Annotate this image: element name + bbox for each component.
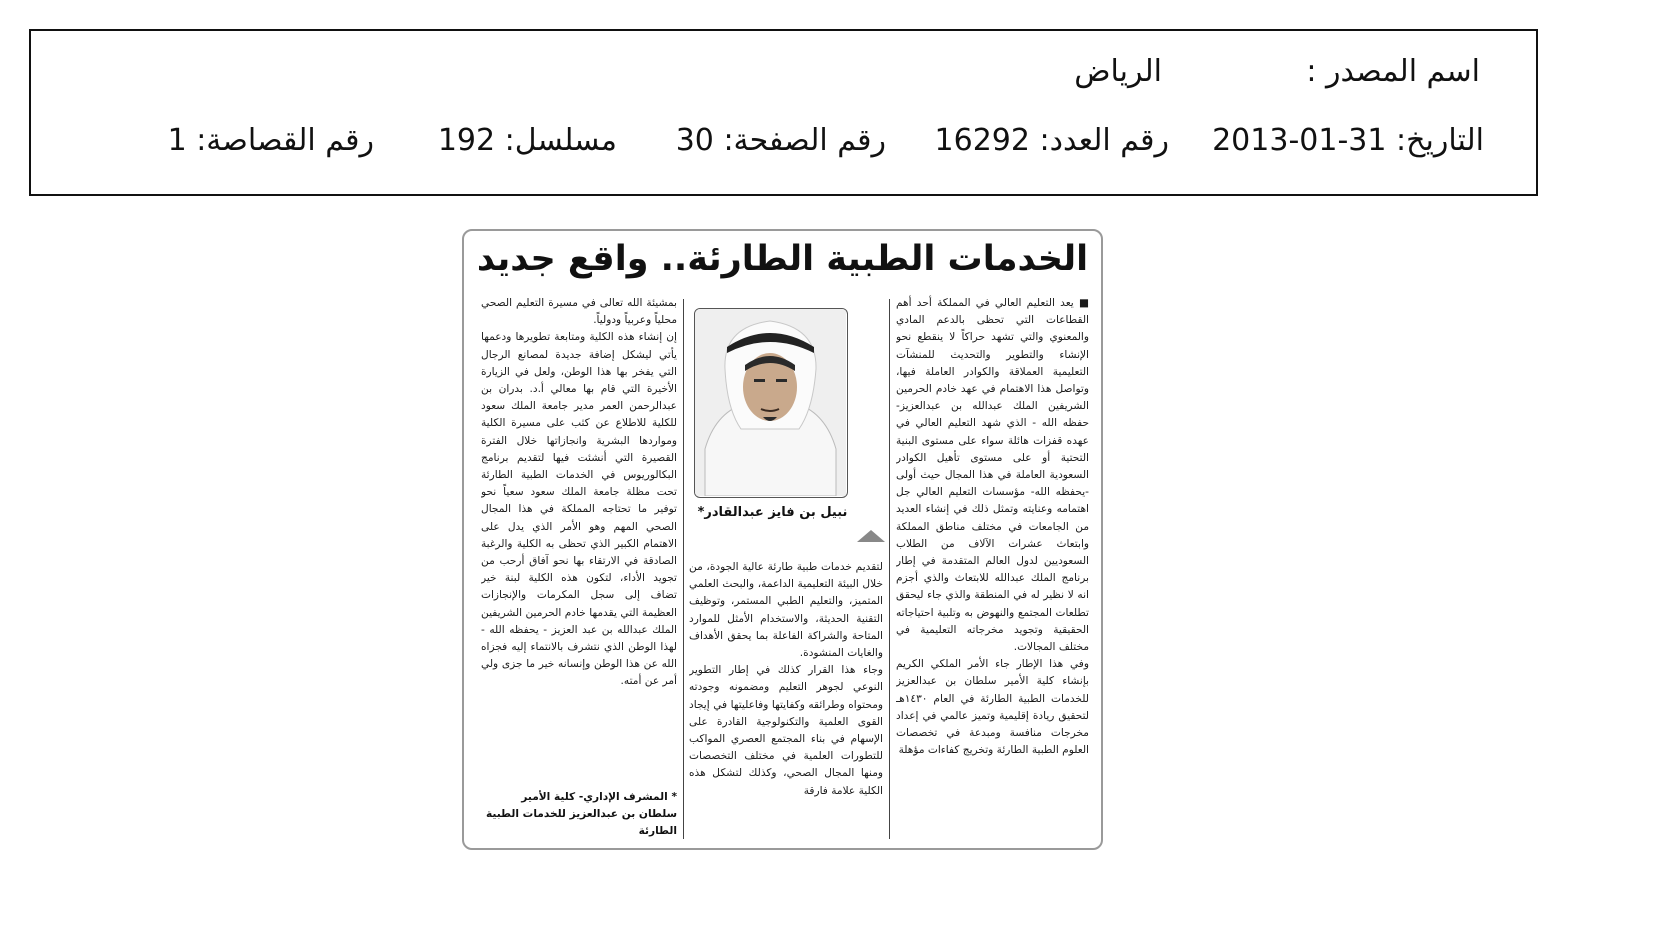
portrait-photo <box>695 309 846 496</box>
paragraph: ■ يعد التعليم العالي في المملكة أحد أهم القطاعات التي تحظى بالدعم المادي والمعنوي والتي تشهد حراكاً لا ينقطع نحو الإنشاء والتطوير والتحديث للمنشآت التعليمية العملاقة والكوادر العاملة فيها، وتواصل هذا الاهتمام في عهد خادم الحرمين الشريفين الملك عبدالله بن عبدالعزيز- حفظه الله - الذي شهد التعليم العالي في عهده قفزات هائلة سواء على مستوى البنية التحتية أو على مستوى تأهيل الكوادر السعودية العاملة في هذا المجال حيث أولى -يحفظه الله- مؤسسات التعليم العالي جل اهتمامه وعنايته وتمثل ذلك في إنشاء العديد من الجامعات في مختلف مناطق المملكة وابتعاث عشرات الآلاف من الطلاب السعوديين لدول العالم المتقدمة في إطار برنامج الملك عبدالله للابتعاث والذي أجزم انه لا نظير له في المنطقة والذي جاء ليحقق تطلعات المجتمع والنهوض به وتلبية احتياجاته الحقيقية وتجويد مخرجاته التعليمية في مختلف المجالات. <box>896 297 1089 654</box>
source-info-box <box>29 29 1538 196</box>
column-divider <box>889 299 890 839</box>
date-field: التاريخ: 31-01-2013 <box>1212 123 1484 158</box>
author-caption: نبيل بن فايز عبدالقادر* <box>697 505 848 520</box>
paragraph: إن إنشاء هذه الكلية ومتابعة تطويرها ودعمها يأتي ليشكل إضافة جديدة لمصانع الرجال التي يفخر بها هذا الوطن، ولعل في الزيارة الأخيرة التي قام بها معالي أ.د. بدران بن عبدالرحمن العمر مدير جامعة الملك سعود للكلية للاطلاع عن كثب على مسيرة الكلية ومواردها البشرية وانجازاتها خلال الفترة القصيرة التي أنشئت فيها لتقديم برنامج البكالوريوس في الخدمات الطبية الطارئة تحت مظلة جامعة الملك سعود سعياً نحو توفير ما تحتاجه المملكة في هذا المجال الصحي المهم وهو الأمر الذي يدل على الاهتمام الكبير الذي تحظى به الكلية والرغبة الصادقة في الارتقاء بها نحو آفاق أرحب من تجويد الأداء، لتكون هذه الكلية لبنة خير تضاف إلى سجل المكرمات والإنجازات العظيمة التي يقدمها خادم الحرمين الشريفين الملك عبدالله بن عبد العزيز - يحفظه الله - لهذا الوطن الذي نتشرف بالانتماء إليه فجزاه الله عن هذا الوطن وإنسانه خير ما جزى ولي أمر عن أمته. <box>481 331 677 688</box>
paragraph: لتقديم خدمات طبية طارئة عالية الجودة، من خلال البيئة التعليمية الداعمة، والبحث العلمي المتميز، والتعليم الطبي المستمر، وتوظيف التقنية الحديثة، والاستخدام الأمثل للموارد المتاحة والشراكة الفاعلة بما يحقق الأهداف والغايات المنشودة. <box>689 561 883 660</box>
column-divider <box>683 299 684 839</box>
paragraph: بمشيئة الله تعالى في مسيرة التعليم الصحي محلياً وعربياً ودولياً. <box>481 297 677 327</box>
article-column-left <box>481 295 677 775</box>
article-column-middle <box>689 559 883 847</box>
article-column-right <box>896 295 1089 847</box>
source-value: الرياض <box>1074 54 1162 89</box>
paragraph: وجاء هذا القرار كذلك في إطار التطوير النوعي لجوهر التعليم ومضمونه وجودته ومحتواه وطرائقه وكفايتها وفاعليتها في إيجاد القوى العلمية والتكنولوجية القادرة على الإسهام في بناء المجتمع العصري المواكب للتطورات العلمية في مختلف التخصصات ومنها المجال الصحي، وكذلك لتشكل هذه الكلية علامة فارقة <box>689 664 883 797</box>
clip-number-field: رقم القصاصة: 1 <box>167 123 374 158</box>
serial-field: مسلسل: 192 <box>437 123 617 158</box>
source-label: اسم المصدر : <box>1306 54 1480 89</box>
newspaper-clipping <box>462 229 1103 850</box>
author-photo <box>694 308 848 498</box>
paragraph: وفي هذا الإطار جاء الأمر الملكي الكريم بإنشاء كلية الأمير سلطان بن عبدالعزيز للخدمات الطبية الطارئة في العام ١٤٣٠هـ لتحقيق ريادة إقليمية وتميز عالمي في إعداد مخرجات منافسة ومبدعة في تخصصات العلوم الطبية الطارئة وتخريج كفاءات مؤهلة <box>896 658 1089 757</box>
issue-number-field: رقم العدد: 16292 <box>934 123 1169 158</box>
triangle-icon <box>857 530 885 542</box>
article-headline: الخدمات الطبية الطارئة.. واقع جديد <box>476 239 1089 279</box>
author-note: * المشرف الإداري- كلية الأمير سلطان بن عبدالعزيز للخدمات الطبية الطارئة <box>485 791 677 837</box>
page-number-field: رقم الصفحة: 30 <box>675 123 886 158</box>
